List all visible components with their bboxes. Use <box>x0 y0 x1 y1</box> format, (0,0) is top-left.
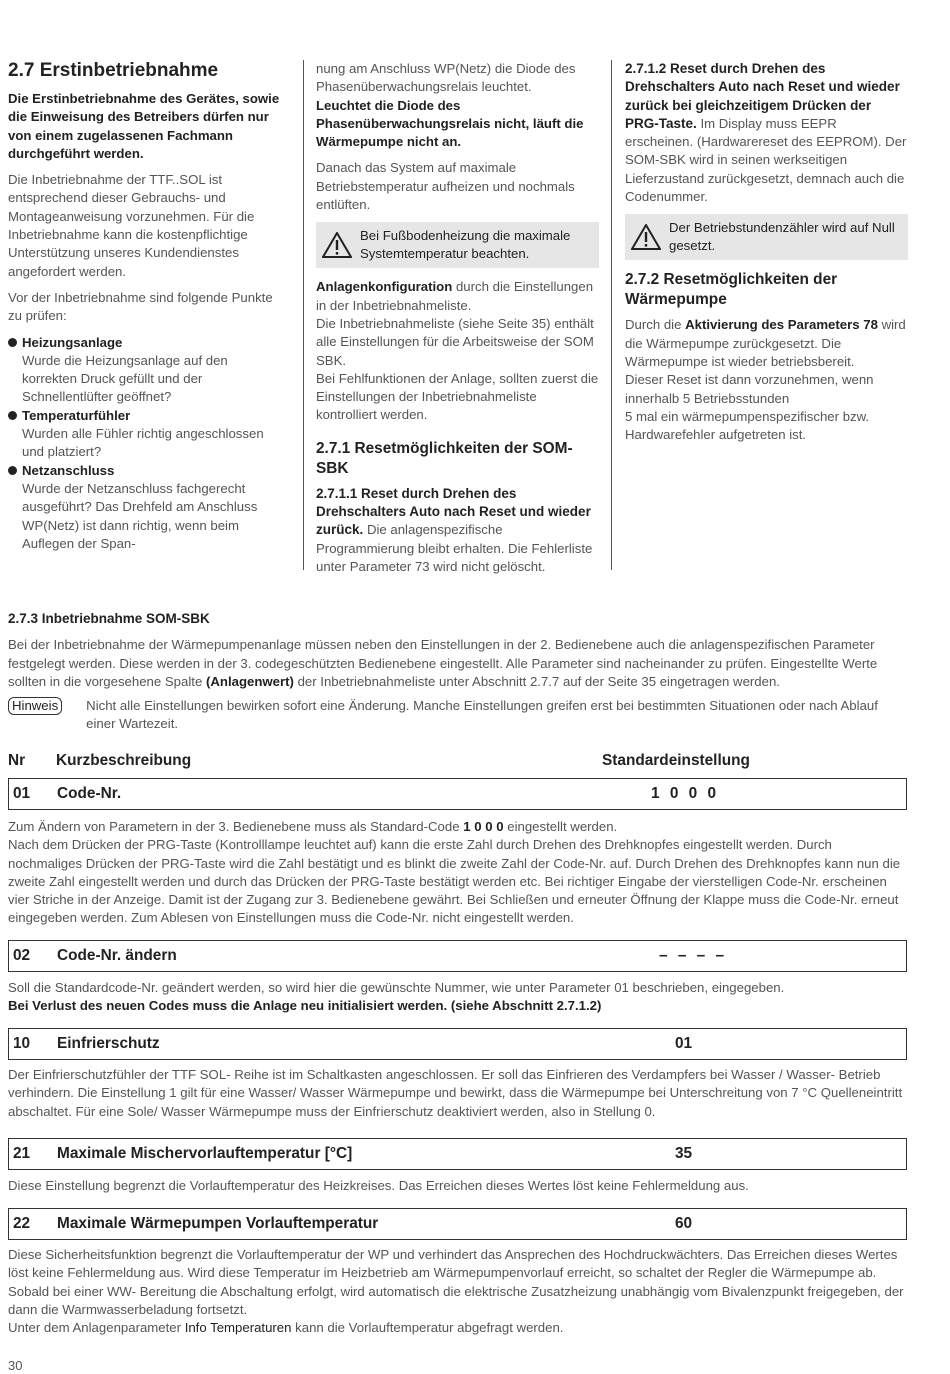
column-right <box>611 60 908 570</box>
param-row <box>8 778 907 810</box>
param-number: 21 <box>13 1145 31 1162</box>
hinweis-row <box>8 697 906 734</box>
table-header <box>8 752 906 774</box>
subsubsection-title: 2.7.1.1 Reset durch Drehen des Drehschalters Auto nach Reset und wieder zurück. <box>316 485 591 538</box>
checklist-item <box>8 334 280 407</box>
paragraph: der Inbetriebnahmeliste unter Abschnitt 2.7.7 auf der Seite 35 eingetragen werden. <box>297 673 780 689</box>
param-default: – – – – <box>659 947 728 964</box>
param-default: 01 <box>675 1035 693 1052</box>
warning-text: Der Betriebstundenzähler wird auf Null gesetzt. <box>669 220 895 254</box>
intro-text: Die Erstinbetriebnahme des Gerätes, sowie die Einweisung des Betreibers dürfen nur von einem zugelassenen Fachmann durchgeführt werden. <box>8 91 280 161</box>
warning-box <box>625 214 908 260</box>
paragraph: Durch die <box>625 317 682 333</box>
code-value: 1 0 0 0 <box>463 819 504 834</box>
bold-text: Bei Verlust des neuen Codes muss die Anlage neu initialisiert werden. (siehe Abschnitt 2.7.1.2) <box>8 998 602 1014</box>
param-number: 02 <box>13 947 31 964</box>
warning-box <box>316 222 599 268</box>
param-name: Code-Nr. ändern <box>57 947 177 964</box>
page-number: 30 <box>8 1358 23 1373</box>
param-name: Code-Nr. <box>57 785 122 802</box>
text: kann die Vorlauftemperatur abgefragt werden. <box>295 1320 564 1336</box>
bullet-icon <box>8 338 17 347</box>
text: Zum Ändern von Parametern in der 3. Bedienebene muss als Standard-Code <box>8 819 460 834</box>
column-left <box>8 60 280 553</box>
bullet-icon <box>8 466 17 475</box>
paragraph: Im Display muss EEPR erscheinen. (Hardwarereset des EEPROM). Der SOM-SBK wird in seinen werkseitigen Lieferzustand zurückgesetzt, demnach auch die Codenummer. <box>625 115 907 205</box>
param-default: 35 <box>675 1145 693 1162</box>
param-name: Maximale Mischervorlauftemperatur [°C] <box>57 1145 353 1162</box>
warning-icon <box>322 232 352 258</box>
column-middle <box>303 60 599 574</box>
text: Diese Einstellung begrenzt die Vorlauftemperatur des Heizkreises. Das Erreichen dieses Wertes löst keine Fehlermeldung aus. <box>8 1178 749 1193</box>
param-description <box>8 979 908 1016</box>
checklist-item <box>8 462 280 553</box>
header-default: Standardeinstellung <box>602 752 750 769</box>
paragraph: nung am Anschluss WP(Netz) die Diode des Phasenüberwachungsrelais leuchtet. <box>316 61 576 95</box>
warning-icon <box>631 224 661 250</box>
bullet-icon <box>8 411 17 420</box>
paragraph: Danach das System auf maximale Betriebstemperatur aufheizen und nochmals entlüften. <box>316 160 575 213</box>
paragraph: Die Inbetriebnahmeliste (siehe Seite 35) enthält alle Einstellungen für die Arbeitsweise der SOM SBK. <box>316 315 594 368</box>
text: Nach dem Drücken der PRG-Taste (Kontrolllampe leuchtet auf) kann die erste Zahl durch Drehen des Drehknopfes eingestellt werden. Durch nochmaliges Drücken der PRG-Taste wird die Zahl bestätigt und es blinkt die zweite Zahl der Code-Nr. auf. Durch Drehen des Drehknopfes kann nun die zweite Zahl eingestellt werden und durch das Drücken der PRG-Taste bestätigt werden etc. Bei richtiger Eingabe der vierstelligen Code-Nr. erscheinen vier Striche in der Anzeige. Damit ist der Zugang zur 3. Bedienebene gewährt. Bei Schließen und erneuter Öffnung der Klappe muss die Code-Nr. erneut eingegeben werden. Zum Ablesen von Einstellungen muss die Code-Nr. nicht eingestellt werden. <box>8 837 901 926</box>
param-number: 01 <box>13 785 31 802</box>
section-273 <box>8 610 906 734</box>
paragraph: Vor der Inbetriebnahme sind folgende Punkte zu prüfen: <box>8 289 273 324</box>
checklist-term: Temperaturfühler <box>22 407 131 423</box>
subsubsection-title: 2.7.1.2 Reset durch Drehen des Drehschalters Auto nach Reset und wieder zurück bei gleichzeitigem Drücken der PRG-Taste. <box>625 61 900 131</box>
param-description <box>8 818 908 928</box>
header-description: Kurzbeschreibung <box>56 752 192 769</box>
text: Unter dem Anlagenparameter <box>8 1320 182 1336</box>
param-row <box>8 1138 907 1170</box>
param-number: 22 <box>13 1215 31 1232</box>
hinweis-badge: Hinweis <box>8 697 62 715</box>
checklist-term: Netzanschluss <box>22 462 115 478</box>
paragraph: 5 mal ein wärmepumpenspezifischer bzw. Hardwarefehler aufgetreten ist. <box>625 408 870 443</box>
text: Diese Sicherheitsfunktion begrenzt die Vorlauftemperatur der WP und verhindert das Ansprechen des Hochdruckwächters. Das Erreichen dieses Wertes löst keine Fehlermeldung aus. Wird diese Temperatur im Heizbetrieb am Wärmepumpenvorlauf erreicht, so schaltet der Regler die Wärmepumpe ab. Sobald bei einer WW- Bereitung die Abschaltung erfolgt, wird automatisch die elektrische Zusatzheizung unabhängig vom Bivalenzpunkt freigegeben, der dann die Warmwasserbeladung fortsetzt. <box>8 1247 904 1317</box>
checklist-term: Heizungsanlage <box>22 334 123 350</box>
checklist-item <box>8 407 280 462</box>
section-title: 2.7 Erstinbetriebnahme <box>8 60 219 81</box>
konfig-label: Anlagenkonfiguration <box>316 279 453 295</box>
subsection-title: 2.7.2 Resetmöglichkeiten der Wärmepumpe <box>625 271 838 309</box>
param-default: 60 <box>675 1215 693 1232</box>
bold-term: (Anlagenwert) <box>205 673 294 689</box>
text: eingestellt werden. <box>507 819 618 834</box>
param-name: Maximale Wärmepumpen Vorlauftemperatur <box>57 1215 379 1232</box>
param-description <box>8 1246 908 1337</box>
text: Soll die Standardcode-Nr. geändert werden, so wird hier die gewünschte Nummer, wie unter Parameter 01 beschrieben, eingegeben. <box>8 980 785 995</box>
paragraph: Bei der Inbetriebnahme der Wärmepumpenanlage müssen neben den Einstellungen in der 2. Bedienebene auch die anlagenspezifischen Parameter festgelegt werden. Diese werden in der 3. codegeschützten Bedienebene eingestellt. Alle Parameter sind nacheinander zu prüfen. Eingestellte Werte sollten in die vorgesehene Spalte <box>8 637 878 689</box>
param-number: 10 <box>13 1035 31 1052</box>
paragraph: Die anlagenspezifische Programmierung bleibt erhalten. Die Fehlerliste unter Parameter 73 wird nicht gelöscht. <box>316 522 593 574</box>
checklist <box>8 334 280 554</box>
param-row <box>8 1028 907 1060</box>
paragraph: Die Inbetriebnahme der TTF..SOL ist entsprechend dieser Gebrauchs- und Montageanweisung vorzunehmen. Für die Inbetriebnahme kann die kostenpflichtige Unterstützung unseres Kundendienstes angefordert werden. <box>8 172 255 279</box>
text: Der Einfrierschutzfühler der TTF SOL- Reihe ist im Schaltkasten angeschlossen. Er soll das Einfrieren des Verdampfers bei Wasser / Wasser- Betrieb verhindern. Die Einstellung 1 gilt für eine Wasser/ Wasser Wärmepumpe und bewirkt, dass die Wärmepumpe bei Unterschreitung von 7 °C Quelleneintritt abschaltet. Für eine Sole/ Wasser Wärmepumpe muss der Einfrierschutz deaktiviert werden, also in Stellung 0. <box>8 1067 903 1119</box>
param-name: Einfrierschutz <box>57 1035 160 1052</box>
section-title: 2.7.3 Inbetriebnahme SOM-SBK <box>8 611 210 626</box>
konfig-text: durch die Einstellungen in der Inbetriebnahmeliste. <box>316 279 594 313</box>
header-nr: Nr <box>8 752 26 769</box>
warning-text: Bei Fußbodenheizung die maximale Systemtemperatur beachten. <box>360 228 571 262</box>
checklist-desc: Wurde der Netzanschluss fachgerecht ausgeführt? Das Drehfeld am Anschluss WP(Netz) ist dann richtig, wenn beim Auflegen der Span- <box>22 480 258 551</box>
param-description <box>8 1177 908 1195</box>
paragraph: Dieser Reset ist dann vorzunehmen, wenn innerhalb 5 Betriebsstunden <box>625 372 874 406</box>
hinweis-text: Nicht alle Einstellungen bewirken sofort eine Änderung. Manche Einstellungen greifen erst bei bestimmten Situationen oder nach Ablauf einer Wartezeit. <box>86 698 878 732</box>
checklist-desc: Wurden alle Fühler richtig angeschlossen und platziert? <box>22 426 264 460</box>
param-default: 1 0 0 0 <box>651 785 720 802</box>
bold-paragraph: Leuchtet die Diode des Phasenüberwachungsrelais nicht, läuft die Wärmepumpe nicht an. <box>316 97 584 150</box>
paragraph: wird die Wärmepumpe zurückgesetzt. Die Wärmepumpe ist wieder betriebsbereit. <box>625 317 906 369</box>
param-description <box>8 1066 908 1121</box>
subsection-title: 2.7.1 Resetmöglichkeiten der SOM-SBK <box>316 439 573 477</box>
param-ref: Aktivierung des Parameters 78 <box>685 317 878 333</box>
param-row <box>8 940 907 972</box>
paragraph: Bei Fehlfunktionen der Anlage, sollten zuerst die Einstellungen der Inbetriebnahmeliste kontrolliert werden. <box>316 370 599 423</box>
param-row <box>8 1208 907 1240</box>
param-ref: Info Temperaturen <box>184 1320 292 1336</box>
checklist-desc: Wurde die Heizungsanlage auf den korrekten Druck gefüllt und der Schnellentlüfter geöffnet? <box>22 352 228 405</box>
